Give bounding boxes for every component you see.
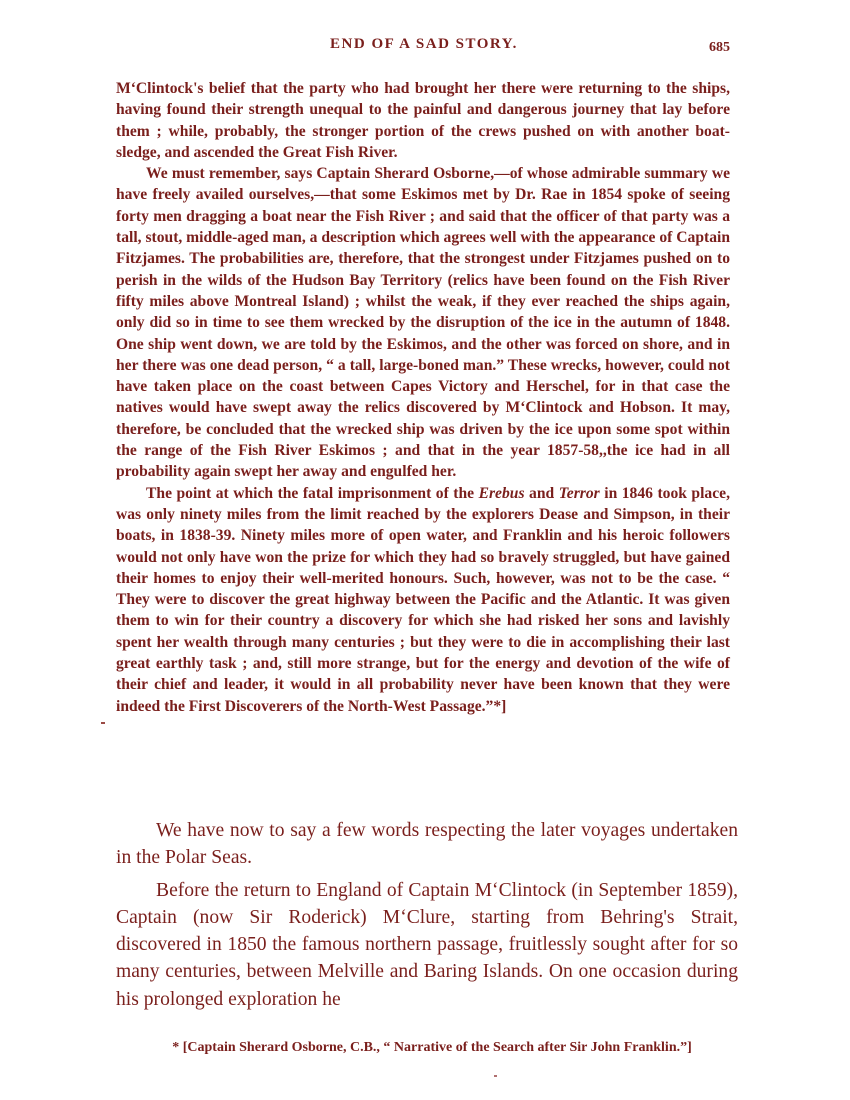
paragraph-mclure: Before the return to England of Captain M‘Clintock (in September 1859), Captain (now Sir Roderick) M‘Clure, starting from Behring's Strait, discovered in 1850 the famous northern passage, fruitlessly sought after for so many centuries, between Melville and Baring Islands. On one occasion during his prolonged exploration he [116,879,738,1010]
print-speck [494,1075,497,1077]
ship-name-erebus: Erebus [478,484,525,502]
running-title: END OF A SAD STORY. [330,36,518,52]
ship-name-terror: Terror [558,484,600,502]
quoted-summary-text [116,78,730,717]
running-header [118,36,730,58]
paragraph-continuation: M‘Clintock's belief that the party who had brought her there were returning to the ships, having found their strength unequal to the painful and dangerous journey that lay before them ; while, probably, the stronger portion of the crews pushed on with another boat-sledge, and ascended the Great Fish River. [116,80,730,161]
main-text [116,817,738,1013]
margin-mark [101,722,105,724]
text-run: in 1846 took place, was only ninety miles from the limit reached by the explorers Dease and Simpson, in their boats, in 1838-39. Ninety miles more of open water, and Franklin and his heroic followers would not only have won the prize for which they had so bravely struggled, but have gained their homes to enjoy their well-merited honours. Such, however, was not to be the case. “ They were to discover the great highway between the Pacific and the Atlantic. It was given them to win for their country a discovery for which she had risked her sons and lavishly spent her wealth through many centuries ; but they were to die in accomplishing their last great earthly task ; and, still more strange, but for the energy and devotion of the wife of their chief and leader, it would in all probability never have been known that they were indeed the First Discoverers of the North-West Passage.”*] [116,484,730,715]
paragraph-imprisonment [116,483,730,717]
text-run: The point at which the fatal imprisonment of the [146,484,479,502]
footnote: * [Captain Sherard Osborne, C.B., “ Narrative of the Search after Sir John Franklin.”] [172,1040,692,1055]
page-number: 685 [709,40,730,55]
paragraph-later-voyages: We have now to say a few words respecting the later voyages undertaken in the Polar Seas. [116,820,738,869]
paragraph-osborne-summary: We must remember, says Captain Sherard Osborne,—of whose admirable summary we have freely availed ourselves,—that some Eskimos met by Dr. Rae in 1854 spoke of seeing forty men dragging a boat near the Fish River ; and said that the officer of that party was a tall, stout, middle-aged man, a description which agrees well with the appearance of Captain Fitzjames. The probabilities are, therefore, that the strongest under Fitzjames pushed on to perish in the wilds of the Hudson Bay Territory (relics have been found on the Fish River fifty miles above Montreal Island) ; whilst the weak, if they ever reached the ships again, only did so in time to see them wrecked by the disruption of the ice in the autumn of 1848. One ship went down, we are told by the Eskimos, and the other was forced on shore, and in her there was one dead person, “ a tall, large-boned man.” These wrecks, however, could not have taken place on the coast between Capes Victory and Herschel, for in that case the natives would have swept away the relics discovered by M‘Clintock and Hobson. It may, therefore, be concluded that the wrecked ship was driven by the ice upon some spot within the range of the Fish River Eskimos ; and that in the year 1857-58,,the ice had in all probability again swept her away and engulfed her. [116,165,730,481]
text-run: and [524,484,559,502]
